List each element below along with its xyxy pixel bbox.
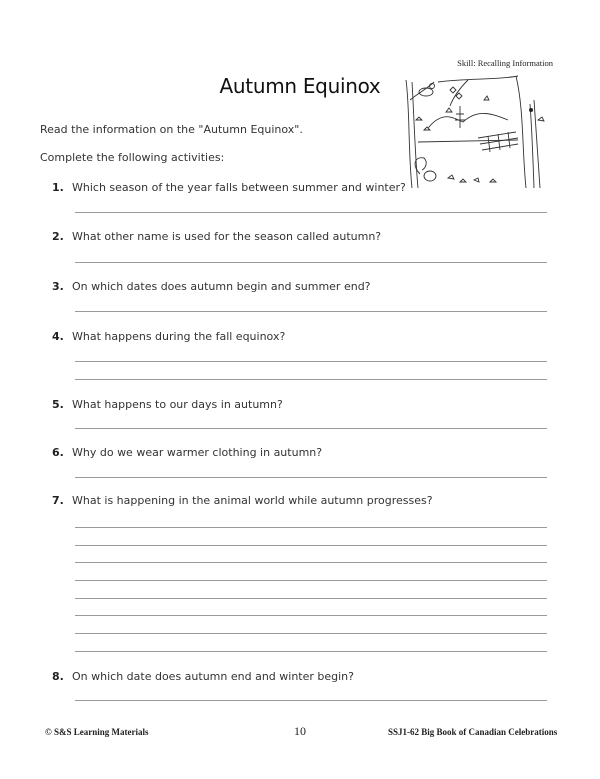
question-text: Why do we wear warmer clothing in autumn? [72,446,323,459]
answer-line-q7-8[interactable] [75,651,547,652]
question-7 [52,494,433,507]
answer-line-q5[interactable] [75,428,547,429]
footer-copyright: © S&S Learning Materials [45,727,149,737]
question-number: 5. [52,398,64,411]
answer-line-q7-3[interactable] [75,562,547,563]
answer-line-q2[interactable] [75,262,547,263]
skill-label: Skill: Recalling Information [457,58,553,68]
intro-activities: Complete the following activities: [40,151,225,164]
question-number: 1. [52,181,64,194]
answer-line-q7-5[interactable] [75,598,547,599]
question-number: 8. [52,670,64,683]
question-text: On which date does autumn end and winter begin? [72,670,354,683]
page-title: Autumn Equinox [219,74,381,98]
answer-line-q4-1[interactable] [75,361,547,362]
question-8 [52,670,354,683]
question-number: 3. [52,280,64,293]
autumn-scene-illustration [398,70,558,190]
question-text: What is happening in the animal world while autumn progresses? [72,494,433,507]
page-number: 10 [294,724,306,738]
question-1 [52,181,406,194]
question-number: 6. [52,446,64,459]
question-text: What other name is used for the season called autumn? [72,230,382,243]
question-5 [52,398,283,411]
question-6 [52,446,322,459]
question-4 [52,330,285,343]
question-text: On which dates does autumn begin and summer end? [72,280,371,293]
answer-line-q1[interactable] [75,212,547,213]
footer-book-title: SSJ1-62 Big Book of Canadian Celebrations [388,727,558,737]
answer-line-q7-4[interactable] [75,580,547,581]
answer-line-q4-2[interactable] [75,379,547,380]
question-text: What happens to our days in autumn? [72,398,283,411]
intro-instruction: Read the information on the "Autumn Equinox". [40,123,303,136]
answer-line-q7-1[interactable] [75,527,547,528]
question-number: 4. [52,330,64,343]
answer-line-q3[interactable] [75,311,547,312]
question-text: Which season of the year falls between summer and winter? [72,181,406,194]
answer-line-q8[interactable] [75,700,547,701]
answer-line-q7-6[interactable] [75,615,547,616]
question-number: 7. [52,494,64,507]
question-3 [52,280,371,293]
answer-line-q7-7[interactable] [75,633,547,634]
question-number: 2. [52,230,64,243]
question-text: What happens during the fall equinox? [72,330,286,343]
answer-line-q6[interactable] [75,477,547,478]
question-2 [52,230,381,243]
answer-line-q7-2[interactable] [75,545,547,546]
